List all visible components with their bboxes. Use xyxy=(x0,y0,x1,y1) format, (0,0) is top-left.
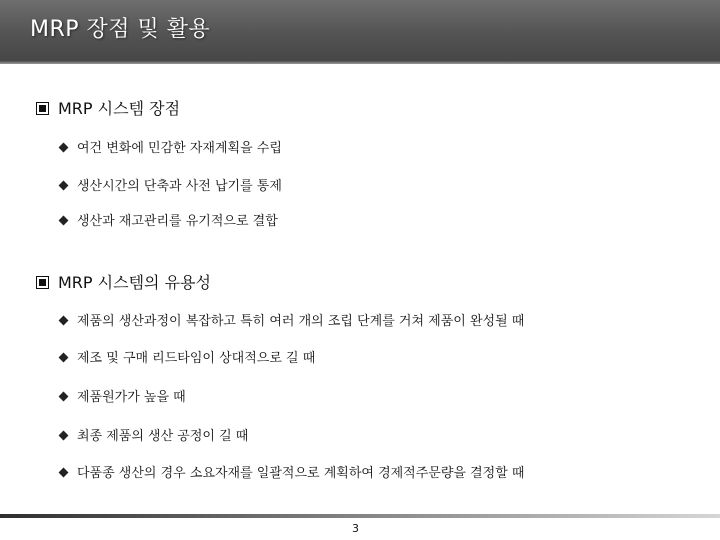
slide-title: MRP 장점 및 활용 xyxy=(30,17,211,42)
section-heading-advantages xyxy=(36,96,180,119)
list-item xyxy=(60,310,524,329)
list-item-text: 생산시간의 단축과 사전 납기를 통제 xyxy=(77,179,282,194)
list-item-text: 다품종 생산의 경우 소요자재를 일괄적으로 계획하여 경제적주문량을 결정할 때 xyxy=(77,466,525,481)
section-heading-text: MRP 시스템의 유용성 xyxy=(58,273,211,292)
list-item xyxy=(60,210,278,229)
square-bullet-icon xyxy=(36,276,49,289)
list-item xyxy=(60,137,282,156)
list-item-text: 제품원가가 높을 때 xyxy=(77,390,186,405)
list-item-text: 생산과 재고관리를 유기적으로 결합 xyxy=(77,214,278,229)
diamond-bullet-icon xyxy=(59,468,69,478)
diamond-bullet-icon xyxy=(59,143,69,153)
diamond-bullet-icon xyxy=(59,316,69,326)
footer-bar xyxy=(0,514,720,518)
diamond-bullet-icon xyxy=(59,353,69,363)
list-item xyxy=(60,386,186,405)
list-item xyxy=(60,175,282,194)
section-heading-text: MRP 시스템 장점 xyxy=(58,99,181,118)
diamond-bullet-icon xyxy=(59,431,69,441)
title-divider xyxy=(0,60,720,64)
list-item-text: 제품의 생산과정이 복잡하고 특히 여러 개의 조립 단계를 거쳐 제품이 완성될 때 xyxy=(77,314,525,329)
list-item xyxy=(60,425,248,444)
page-number: 3 xyxy=(352,522,359,535)
section-heading-usefulness xyxy=(36,270,211,293)
list-item-text: 제조 및 구매 리드타임이 상대적으로 길 때 xyxy=(77,351,316,366)
title-banner xyxy=(0,0,720,60)
list-item-text: 여건 변화에 민감한 자재계획을 수립 xyxy=(77,141,282,156)
square-bullet-icon xyxy=(36,102,49,115)
diamond-bullet-icon xyxy=(59,216,69,226)
list-item-text: 최종 제품의 생산 공정이 길 때 xyxy=(77,429,249,444)
diamond-bullet-icon xyxy=(59,392,69,402)
diamond-bullet-icon xyxy=(59,181,69,191)
list-item xyxy=(60,462,524,481)
list-item xyxy=(60,347,315,366)
